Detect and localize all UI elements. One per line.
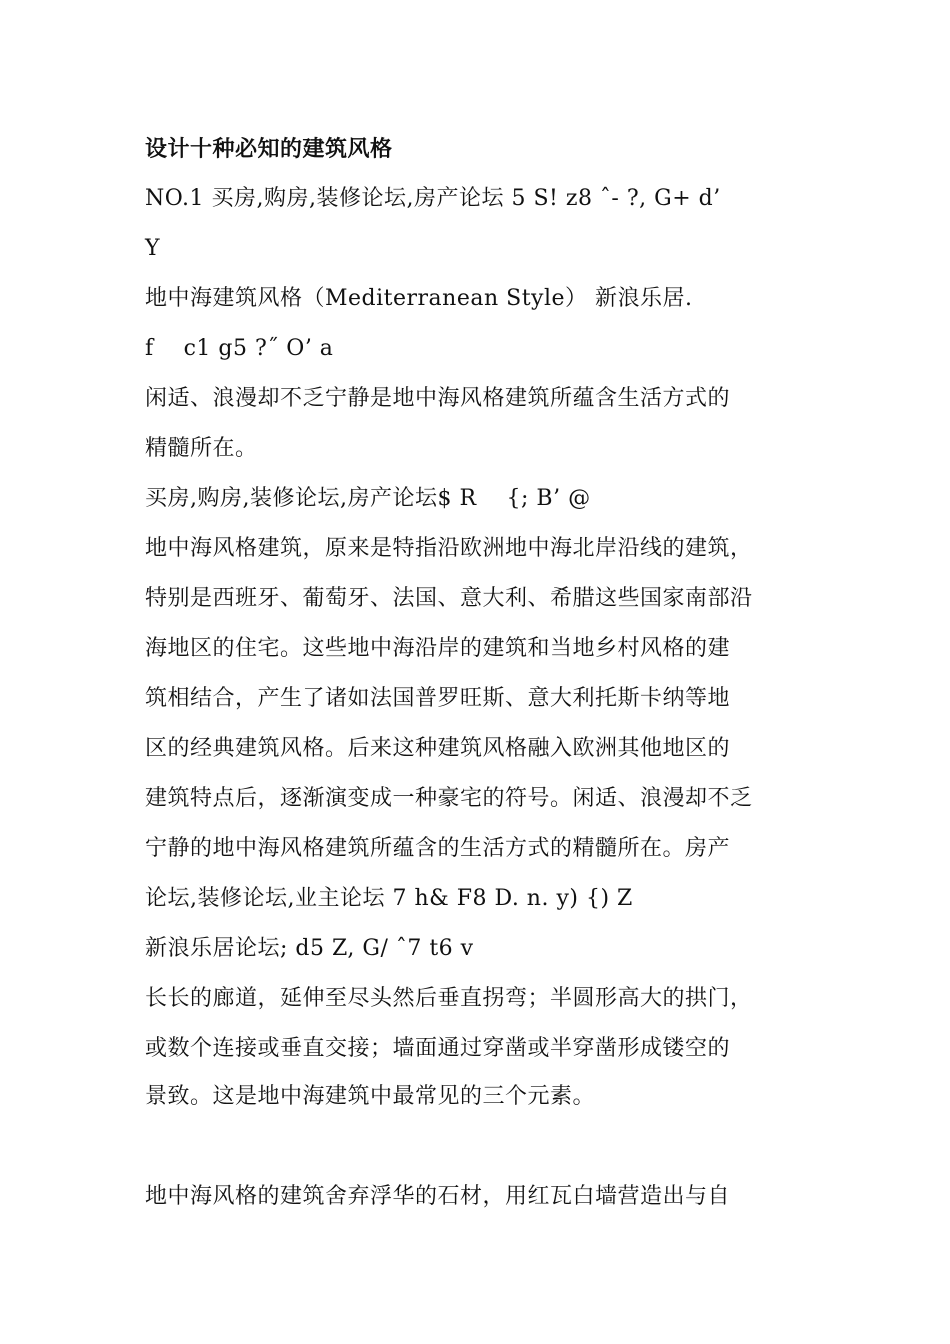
text-line: 长长的廊道，延伸至尽头然后垂直拐弯；半圆形高大的拱门， bbox=[145, 986, 753, 1011]
text-line: 建筑特点后，逐渐演变成一种豪宅的符号。闲适、浪漫却不乏 bbox=[145, 786, 753, 811]
text-line: 宁静的地中海风格建筑所蕴含的生活方式的精髓所在。房产 bbox=[145, 836, 731, 861]
text-line: 买房,购房,装修论坛,房产论坛$ R {; B’ @ bbox=[145, 486, 591, 511]
text-line: 筑相结合，产生了诸如法国普罗旺斯、意大利托斯卡纳等地 bbox=[145, 686, 731, 711]
text-line: 特别是西班牙、葡萄牙、法国、意大利、希腊这些国家南部沿 bbox=[145, 586, 753, 611]
text-line: 论坛,装修论坛,业主论坛 7 h& F8 D. n. y) {) Z bbox=[145, 886, 633, 911]
text-line: 地中海风格建筑，原来是特指沿欧洲地中海北岸沿线的建筑， bbox=[145, 536, 753, 561]
text-line: 或数个连接或垂直交接；墙面通过穿凿或半穿凿形成镂空的 bbox=[145, 1036, 731, 1061]
document-title: 设计十种必知的建筑风格 bbox=[145, 136, 393, 162]
text-line: 闲适、浪漫却不乏宁静是地中海风格建筑所蕴含生活方式的 bbox=[145, 386, 731, 411]
text-line: 景致。这是地中海建筑中最常见的三个元素。 bbox=[145, 1084, 596, 1109]
text-line: 区的经典建筑风格。后来这种建筑风格融入欧洲其他地区的 bbox=[145, 736, 731, 761]
text-line: 地中海建筑风格（Mediterranean Style） 新浪乐居. bbox=[145, 286, 693, 311]
text-line: 地中海风格的建筑舍弃浮华的石材，用红瓦白墙营造出与自 bbox=[145, 1184, 731, 1209]
text-line: Y bbox=[145, 236, 161, 261]
text-line: NO.1 买房,购房,装修论坛,房产论坛 5 S! z8 ˆ- ?, G+ d’ bbox=[145, 186, 721, 211]
text-line: f c1 g5 ?˝ O’ a bbox=[145, 336, 334, 361]
text-line: 海地区的住宅。这些地中海沿岸的建筑和当地乡村风格的建 bbox=[145, 636, 731, 661]
text-line: 精髓所在。 bbox=[145, 436, 258, 461]
text-line: 新浪乐居论坛; d5 Z, G/ ˆ7 t6 v bbox=[145, 936, 474, 961]
